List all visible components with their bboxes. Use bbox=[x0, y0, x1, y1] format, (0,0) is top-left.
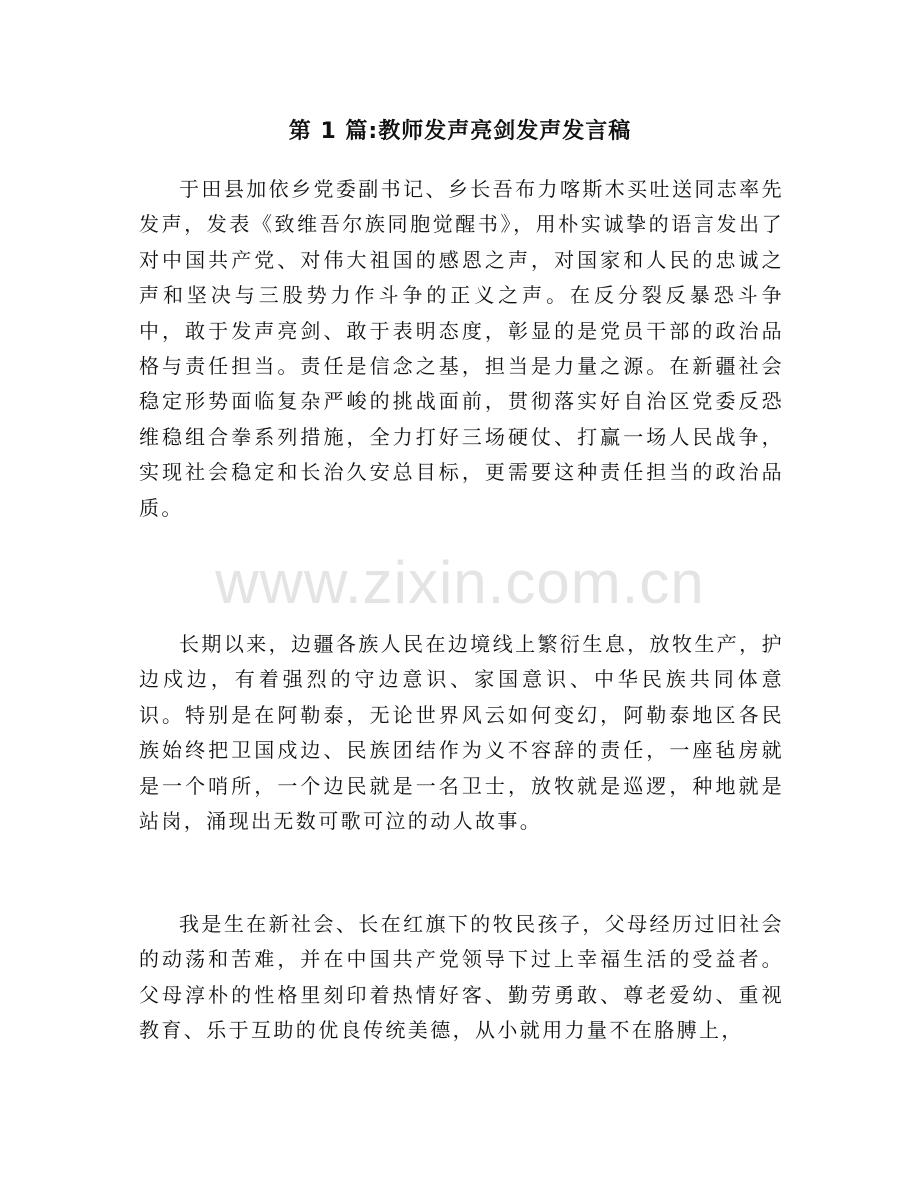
watermark-text: www.zixin.com.cn bbox=[215, 549, 705, 616]
paragraph-1: 于田县加依乡党委副书记、乡长吾布力喀斯木买吐送同志率先发声，发表《致维吾尔族同胞觉醒书》，用朴实诚挚的语言发出了对中国共产党、对伟大祖国的感恩之声，对国家和人民的忠诚之声和坚决与三股势力作斗争的正义之声。在反分裂反暴恐斗争中，敢于发声亮剑、敢于表明态度，彰显的是党员干部的政治品格与责任担当。责任是信念之基，担当是力量之源。在新疆社会稳定形势面临复杂严峻的挑战面前，贯彻落实好自治区党委反恐维稳组合拳系列措施，全力打好三场硬仗、打赢一场人民战争，实现社会稳定和长治久安总目标，更需要这种责任担当的政治品质。 bbox=[139, 177, 784, 520]
paragraph-3: 我是生在新社会、长在红旗下的牧民孩子，父母经历过旧社会的动荡和苦难，并在中国共产党领导下过上幸福生活的受益者。父母淳朴的性格里刻印着热情好客、勤劳勇敢、尊老爱幼、重视教育、乐于互助的优良传统美德，从小就用力量不在胳膊上， bbox=[139, 912, 784, 1043]
paragraph-2: 长期以来，边疆各族人民在边境线上繁衍生息，放牧生产，护边戍边，有着强烈的守边意识、家国意识、中华民族共同体意识。特别是在阿勒泰，无论世界风云如何变幻，阿勒泰地区各民族始终把卫国戍边、民族团结作为义不容辞的责任，一座毡房就是一个哨所，一个边民就是一名卫士，放牧就是巡逻，种地就是站岗，涌现出无数可歌可泣的动人故事。 bbox=[139, 632, 784, 834]
document-title: 第 1 篇:教师发声亮剑发声发言稿 bbox=[288, 119, 632, 144]
